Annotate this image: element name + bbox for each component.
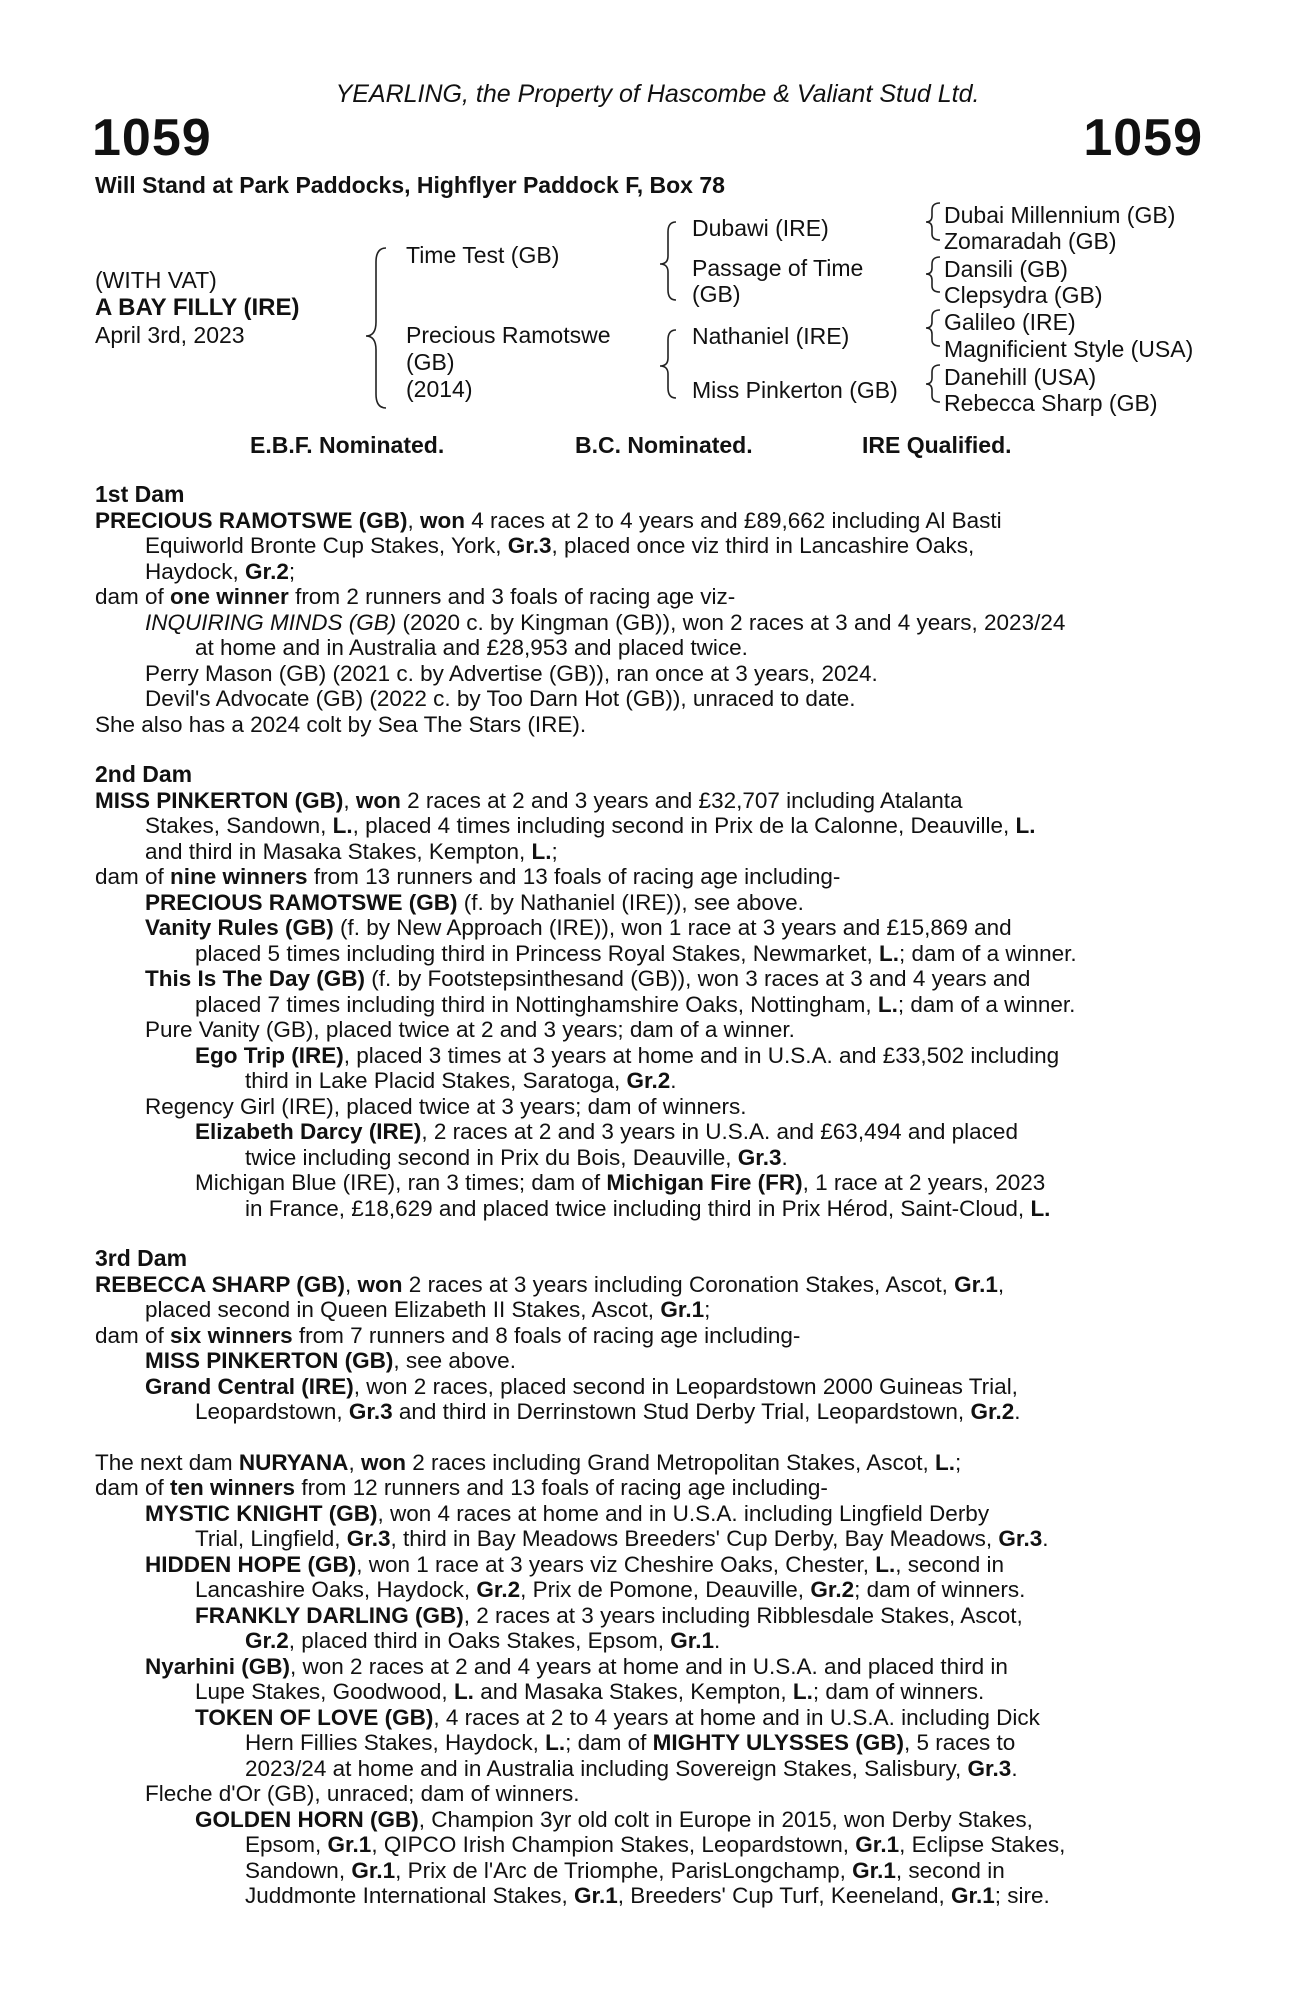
dam2-line bbox=[95, 1017, 1205, 1043]
text-run: , won 1 race at 3 years viz Cheshire Oaks, Chester, bbox=[356, 1551, 876, 1577]
bold-text-run: Gr.3 bbox=[346, 1526, 391, 1551]
text-run: from 7 runners and 8 foals of racing age including- bbox=[292, 1322, 801, 1348]
dam2-line bbox=[95, 1094, 1205, 1120]
text-run: and third in Derrinstown Stud Derby Trial, Leopardstown, bbox=[392, 1399, 971, 1424]
text-run: Epsom, bbox=[245, 1832, 328, 1857]
text-run: . bbox=[714, 1628, 721, 1653]
bold-text-run: Gr.2 bbox=[626, 1068, 671, 1093]
text-run: dam of bbox=[95, 584, 171, 609]
dam2-line bbox=[95, 1043, 1205, 1069]
third-dam-section bbox=[95, 1246, 1205, 1425]
bold-text-run: Vanity Rules (GB) bbox=[145, 915, 334, 940]
text-run: , Prix de l'Arc de Triomphe, ParisLongchamp, bbox=[395, 1857, 853, 1883]
text-run: , placed 4 times including second in Prix de la Calonne, Deauville, bbox=[352, 813, 1016, 838]
bold-text-run: one winner bbox=[170, 584, 289, 609]
text-run: (f. by Footstepsinthesand (GB)), won 3 races at 3 and 4 years and bbox=[365, 966, 1031, 991]
dam4-line bbox=[95, 1730, 1205, 1756]
text-run: dam of bbox=[95, 864, 171, 889]
text-run: Fleche d'Or (GB), unraced; dam of winners. bbox=[145, 1781, 580, 1806]
text-run: , Champion 3yr old colt in Europe in 2015, won Derby Stakes, bbox=[418, 1806, 1033, 1832]
dam1-line bbox=[95, 533, 1205, 559]
text-run: , second in bbox=[895, 1857, 1005, 1883]
text-run: . bbox=[1042, 1526, 1049, 1551]
dam4-line bbox=[95, 1577, 1205, 1603]
dam4-line bbox=[95, 1807, 1205, 1833]
text-run: ; dam of a winner. bbox=[897, 991, 1076, 1017]
text-run: ; dam of bbox=[565, 1730, 653, 1755]
dam4-line bbox=[95, 1858, 1205, 1884]
pedigree-dam-line1: Precious Ramotswe bbox=[406, 322, 611, 348]
catalogue-subtitle: YEARLING, the Property of Hascombe & Valiant Stud Ltd. bbox=[335, 80, 980, 108]
bold-text-run: Elizabeth Darcy (IRE) bbox=[195, 1119, 422, 1144]
text-run: in France, £18,629 and placed twice including third in Prix Hérod, Saint-Cloud, bbox=[245, 1195, 1031, 1221]
dam4-line bbox=[95, 1756, 1205, 1782]
ire-qualified: IRE Qualified. bbox=[862, 432, 1012, 458]
brace-sd bbox=[926, 257, 940, 292]
text-run: The next dam bbox=[95, 1449, 239, 1475]
text-run: Devil's Advocate (GB) (2022 c. by Too Darn Hot (GB)), unraced to date. bbox=[145, 686, 856, 711]
dam1-line bbox=[95, 661, 1205, 687]
text-run: , 1 race at 2 years, 2023 bbox=[802, 1170, 1046, 1195]
text-run: , Prix de Pomone, Deauville, bbox=[520, 1577, 811, 1602]
brace-ss bbox=[926, 203, 940, 240]
text-run: ; bbox=[551, 838, 558, 864]
bold-text-run: L. bbox=[877, 991, 898, 1017]
bold-text-run: Gr.3 bbox=[998, 1526, 1043, 1551]
dam3-line bbox=[95, 1348, 1205, 1374]
text-run: Haydock, bbox=[145, 558, 246, 584]
text-run: Juddmonte International Stakes, bbox=[245, 1883, 574, 1908]
bold-text-run: Gr.2 bbox=[970, 1399, 1015, 1424]
bold-text-run: L. bbox=[453, 1679, 474, 1704]
text-run: Sandown, bbox=[245, 1857, 352, 1883]
text-run: , bbox=[343, 787, 356, 813]
text-run: dam of bbox=[95, 1322, 171, 1348]
text-run: ; bbox=[954, 1449, 962, 1475]
pedigree-sss: Dubai Millennium (GB) bbox=[944, 202, 1176, 228]
pedigree-dam-line3: (2014) bbox=[406, 376, 473, 402]
text-run: , won 2 races at 2 and 4 years at home and in U.S.A. and placed third in bbox=[290, 1653, 1008, 1679]
bold-text-run: won bbox=[360, 1449, 406, 1475]
bold-text-run: L. bbox=[792, 1679, 813, 1704]
text-run: ; bbox=[704, 1297, 711, 1322]
text-run: . bbox=[670, 1068, 677, 1093]
dam4-line bbox=[95, 1679, 1205, 1705]
bold-text-run: Michigan Fire (FR) bbox=[606, 1170, 803, 1195]
dam4-line bbox=[95, 1552, 1205, 1578]
pedigree-dam-line2: (GB) bbox=[406, 349, 455, 375]
text-run: Stakes, Sandown, bbox=[145, 813, 333, 838]
bold-text-run: L. bbox=[934, 1449, 955, 1475]
dam4-line bbox=[95, 1781, 1205, 1807]
text-run: . bbox=[1011, 1755, 1018, 1781]
bold-text-run: Gr.2 bbox=[245, 558, 289, 584]
text-run: Pure Vanity (GB), placed twice at 2 and 3 years; dam of a winner. bbox=[145, 1017, 795, 1042]
text-run: ; dam of winners. bbox=[812, 1679, 985, 1704]
brace-dam bbox=[660, 330, 676, 398]
bold-text-run: Gr.1 bbox=[950, 1883, 995, 1908]
bold-text-run: won bbox=[355, 787, 401, 813]
dam3-line bbox=[95, 1374, 1205, 1400]
text-run: , bbox=[997, 1271, 1005, 1297]
pedigree-sire: Time Test (GB) bbox=[406, 242, 560, 268]
text-run: , placed 3 times at 3 years at home and in U.S.A. and £33,502 including bbox=[343, 1042, 1060, 1068]
bold-text-run: PRECIOUS RAMOTSWE (GB) bbox=[95, 507, 408, 533]
bold-text-run: Gr.1 bbox=[852, 1857, 896, 1883]
bold-text-run: Nyarhini (GB) bbox=[145, 1653, 291, 1679]
bold-text-run: Gr.2 bbox=[810, 1577, 855, 1602]
dam2-line bbox=[95, 1196, 1205, 1222]
dam3-line bbox=[95, 1272, 1205, 1298]
dam2-line bbox=[95, 941, 1205, 967]
bold-text-run: Grand Central (IRE) bbox=[145, 1373, 354, 1399]
text-run: from 13 runners and 13 foals of racing age including- bbox=[307, 864, 841, 889]
bold-text-run: L. bbox=[545, 1730, 566, 1755]
text-run: at home and in Australia and £28,953 and placed twice. bbox=[195, 635, 748, 660]
stand-location: Will Stand at Park Paddocks, Highflyer Paddock F, Box 78 bbox=[95, 172, 725, 198]
text-run: (f. by New Approach (IRE)), won 1 race at 3 years and £15,869 and bbox=[333, 915, 1012, 940]
text-run: ; bbox=[288, 558, 296, 584]
dam1-line bbox=[95, 584, 1205, 610]
pedigree-sdd: Clepsydra (GB) bbox=[944, 282, 1103, 308]
text-run: , 2 races at 2 and 3 years in U.S.A. and £63,494 and placed bbox=[421, 1119, 1018, 1144]
bold-text-run: Gr.1 bbox=[660, 1297, 705, 1322]
bold-text-run: won bbox=[420, 507, 466, 533]
dam2-line bbox=[95, 1068, 1205, 1094]
pedigree-sds: Dansili (GB) bbox=[944, 256, 1068, 282]
dam4-line bbox=[95, 1475, 1205, 1501]
lot-number-right: 1059 bbox=[1083, 109, 1203, 167]
bold-text-run: MISS PINKERTON (GB) bbox=[145, 1348, 394, 1373]
ebf-nominated: E.B.F. Nominated. bbox=[250, 432, 445, 458]
text-run: . bbox=[781, 1144, 788, 1170]
dam2-line bbox=[95, 1170, 1205, 1196]
bold-text-run: six winners bbox=[170, 1322, 293, 1348]
dam2-line bbox=[95, 966, 1205, 992]
text-run: , 5 races to bbox=[903, 1730, 1016, 1755]
bc-nominated: B.C. Nominated. bbox=[575, 432, 753, 458]
text-run: placed 7 times including third in Nottinghamshire Oaks, Nottingham, bbox=[195, 991, 878, 1017]
dam3-line bbox=[95, 1297, 1205, 1323]
text-run: , placed once viz third in Lancashire Oaks, bbox=[551, 533, 975, 558]
second-dam-section bbox=[95, 762, 1205, 1221]
bold-text-run: Gr.1 bbox=[954, 1271, 998, 1297]
first-dam-title: 1st Dam bbox=[95, 481, 185, 507]
text-run: placed 5 times including third in Princess Royal Stakes, Newmarket, bbox=[195, 940, 880, 966]
brace-ds bbox=[926, 310, 940, 346]
text-run: and Masaka Stakes, Kempton, bbox=[473, 1679, 793, 1704]
text-run: Equiworld Bronte Cup Stakes, York, bbox=[145, 533, 508, 558]
dam4-line bbox=[95, 1526, 1205, 1552]
text-run: third in Lake Placid Stakes, Saratoga, bbox=[245, 1068, 627, 1093]
italic-text-run: INQUIRING MINDS (GB) bbox=[145, 609, 397, 635]
text-run: ; dam of winners. bbox=[854, 1577, 1026, 1602]
dam4-line bbox=[95, 1883, 1205, 1909]
bold-text-run: L. bbox=[1030, 1195, 1051, 1221]
lot-number-left: 1059 bbox=[92, 109, 212, 167]
text-run: , bbox=[345, 1271, 358, 1297]
pedigree-sire-dam-line1: Passage of Time bbox=[692, 255, 864, 281]
text-run: Hern Fillies Stakes, Haydock, bbox=[245, 1730, 546, 1755]
text-run: , bbox=[407, 507, 421, 533]
text-run: , 2 races at 3 years including Ribblesdale Stakes, Ascot, bbox=[463, 1602, 1023, 1628]
text-run: , QIPCO Irish Champion Stakes, Leopardstown, bbox=[371, 1832, 856, 1857]
text-run: Trial, Lingfield, bbox=[195, 1526, 347, 1551]
bold-text-run: L. bbox=[879, 940, 900, 966]
bold-text-run: Gr.3 bbox=[737, 1144, 782, 1170]
brace-sire bbox=[660, 222, 676, 300]
text-run: ; dam of a winner. bbox=[899, 940, 1077, 966]
text-run: , second in bbox=[895, 1551, 1005, 1577]
bold-text-run: Gr.2 bbox=[476, 1577, 521, 1602]
dam4-line bbox=[95, 1654, 1205, 1680]
text-run: Perry Mason (GB) (2021 c. by Advertise (GB)), ran once at 3 years, 2024. bbox=[145, 660, 878, 686]
text-run: from 12 runners and 13 foals of racing age including- bbox=[295, 1475, 828, 1500]
dam2-line bbox=[95, 1145, 1205, 1171]
bold-text-run: Gr.3 bbox=[348, 1399, 393, 1424]
text-run: , Breeders' Cup Turf, Keeneland, bbox=[617, 1883, 951, 1908]
pedigree-dam-dam: Miss Pinkerton (GB) bbox=[692, 377, 898, 403]
pedigree-ddd: Rebecca Sharp (GB) bbox=[944, 390, 1158, 416]
dam3-line bbox=[95, 1323, 1205, 1349]
bold-text-run: Gr.1 bbox=[855, 1832, 900, 1857]
dam4-line bbox=[95, 1705, 1205, 1731]
text-run: ; sire. bbox=[994, 1883, 1050, 1908]
dam3-line bbox=[95, 1399, 1205, 1425]
bold-text-run: Gr.1 bbox=[351, 1857, 396, 1883]
text-run: 4 races at 2 to 4 years and £89,662 including Al Basti bbox=[465, 507, 1002, 533]
text-run: , won 4 races at home and in U.S.A. including Lingfield Derby bbox=[377, 1500, 990, 1526]
bold-text-run: won bbox=[357, 1271, 403, 1297]
bold-text-run: NURYANA bbox=[238, 1449, 349, 1475]
bold-text-run: ten winners bbox=[170, 1475, 296, 1500]
text-run: , see above. bbox=[393, 1348, 516, 1373]
text-run: and third in Masaka Stakes, Kempton, bbox=[145, 838, 532, 864]
bold-text-run: Gr.1 bbox=[573, 1883, 618, 1908]
bold-text-run: L. bbox=[1015, 813, 1036, 838]
dam2-line bbox=[95, 890, 1205, 916]
bold-text-run: HIDDEN HOPE (GB) bbox=[145, 1551, 357, 1577]
dam4-line bbox=[95, 1832, 1205, 1858]
first-dam-section bbox=[95, 482, 1205, 737]
text-run: twice including second in Prix du Bois, Deauville, bbox=[245, 1144, 738, 1170]
text-run: from 2 runners and 3 foals of racing age viz- bbox=[288, 584, 736, 609]
bold-text-run: MISS PINKERTON (GB) bbox=[95, 787, 344, 813]
text-run: , placed third in Oaks Stakes, Epsom, bbox=[288, 1628, 671, 1653]
text-run: (f. by Nathaniel (IRE)), see above. bbox=[457, 889, 804, 915]
text-run: , third in Bay Meadows Breeders' Cup Derby, Bay Meadows, bbox=[390, 1526, 999, 1551]
text-run: Lancashire Oaks, Haydock, bbox=[195, 1577, 477, 1602]
dam4-line bbox=[95, 1501, 1205, 1527]
text-run: , 4 races at 2 to 4 years at home and in U.S.A. including Dick bbox=[433, 1704, 1040, 1730]
dam2-line bbox=[95, 788, 1205, 814]
dam4-line bbox=[95, 1603, 1205, 1629]
brace-horse bbox=[366, 248, 386, 408]
pedigree-dss: Galileo (IRE) bbox=[944, 309, 1076, 335]
foaling-date: April 3rd, 2023 bbox=[95, 322, 245, 348]
dam2-line bbox=[95, 813, 1205, 839]
dam1-line bbox=[95, 686, 1205, 712]
bold-text-run: Gr.2 bbox=[245, 1628, 289, 1653]
pedigree-sire-dam-line2: (GB) bbox=[692, 281, 741, 307]
pedigree-ssd: Zomaradah (GB) bbox=[944, 228, 1117, 254]
dam1-line bbox=[95, 712, 1205, 738]
text-run: Regency Girl (IRE), placed twice at 3 years; dam of winners. bbox=[145, 1093, 747, 1119]
text-run: 2 races including Grand Metropolitan Stakes, Ascot, bbox=[405, 1449, 935, 1475]
bold-text-run: TOKEN OF LOVE (GB) bbox=[195, 1704, 434, 1730]
text-run: . bbox=[1014, 1399, 1021, 1424]
text-run: (2020 c. by Kingman (GB)), won 2 races at 3 and 4 years, 2023/24 bbox=[396, 609, 1066, 635]
text-run: placed second in Queen Elizabeth II Stakes, Ascot, bbox=[145, 1297, 661, 1322]
dam4-line bbox=[95, 1628, 1205, 1654]
pedigree-dam-sire: Nathaniel (IRE) bbox=[692, 323, 850, 349]
bold-text-run: Gr.3 bbox=[967, 1755, 1012, 1781]
pedigree-dds: Danehill (USA) bbox=[944, 364, 1097, 390]
dam4-line bbox=[95, 1450, 1205, 1476]
bold-text-run: Ego Trip (IRE) bbox=[195, 1042, 344, 1068]
text-run: dam of bbox=[95, 1475, 171, 1500]
text-run: Lupe Stakes, Goodwood, bbox=[195, 1679, 454, 1704]
bold-text-run: MIGHTY ULYSSES (GB) bbox=[652, 1730, 904, 1755]
dam2-line bbox=[95, 839, 1205, 865]
dam1-line bbox=[95, 635, 1205, 661]
text-run: , won 2 races, placed second in Leopardstown 2000 Guineas Trial, bbox=[353, 1373, 1018, 1399]
pedigree-sire-sire: Dubawi (IRE) bbox=[692, 215, 829, 241]
bold-text-run: GOLDEN HORN (GB) bbox=[195, 1806, 419, 1832]
bold-text-run: L. bbox=[332, 813, 353, 838]
text-run: 2 races at 2 and 3 years and £32,707 including Atalanta bbox=[400, 787, 963, 813]
text-run: Michigan Blue (IRE), ran 3 times; dam of bbox=[195, 1170, 607, 1195]
text-run: 2 races at 3 years including Coronation Stakes, Ascot, bbox=[402, 1271, 955, 1297]
bold-text-run: This Is The Day (GB) bbox=[145, 966, 366, 991]
vat-note: (WITH VAT) bbox=[95, 267, 217, 293]
bold-text-run: FRANKLY DARLING (GB) bbox=[195, 1602, 464, 1628]
third-dam-title: 3rd Dam bbox=[95, 1245, 188, 1271]
pedigree-body bbox=[95, 482, 1205, 1934]
dam1-line bbox=[95, 610, 1205, 636]
brace-dd bbox=[926, 365, 940, 402]
text-run: , bbox=[348, 1449, 361, 1475]
bold-text-run: Gr.1 bbox=[670, 1628, 714, 1653]
text-run: , Eclipse Stakes, bbox=[899, 1832, 1066, 1857]
bold-text-run: L. bbox=[875, 1551, 896, 1577]
bold-text-run: PRECIOUS RAMOTSWE (GB) bbox=[145, 889, 458, 915]
bold-text-run: nine winners bbox=[170, 864, 308, 889]
dam2-line bbox=[95, 864, 1205, 890]
dam2-line bbox=[95, 1119, 1205, 1145]
dam2-line bbox=[95, 992, 1205, 1018]
bold-text-run: Gr.1 bbox=[327, 1832, 372, 1857]
bold-text-run: Gr.3 bbox=[507, 533, 552, 558]
bold-text-run: L. bbox=[531, 838, 552, 864]
second-dam-title: 2nd Dam bbox=[95, 761, 193, 787]
bold-text-run: MYSTIC KNIGHT (GB) bbox=[145, 1500, 378, 1526]
text-run: 2023/24 at home and in Australia including Sovereign Stakes, Salisbury, bbox=[245, 1755, 968, 1781]
text-run: Leopardstown, bbox=[195, 1399, 349, 1424]
bold-text-run: REBECCA SHARP (GB) bbox=[95, 1271, 346, 1297]
dam1-line bbox=[95, 559, 1205, 585]
horse-name: A BAY FILLY (IRE) bbox=[95, 294, 300, 321]
fourth-dam-section bbox=[95, 1450, 1205, 1909]
text-run: She also has a 2024 colt by Sea The Stars (IRE). bbox=[95, 711, 587, 737]
pedigree-dsd: Magnificient Style (USA) bbox=[944, 336, 1194, 362]
dam2-line bbox=[95, 915, 1205, 941]
dam1-line bbox=[95, 508, 1205, 534]
